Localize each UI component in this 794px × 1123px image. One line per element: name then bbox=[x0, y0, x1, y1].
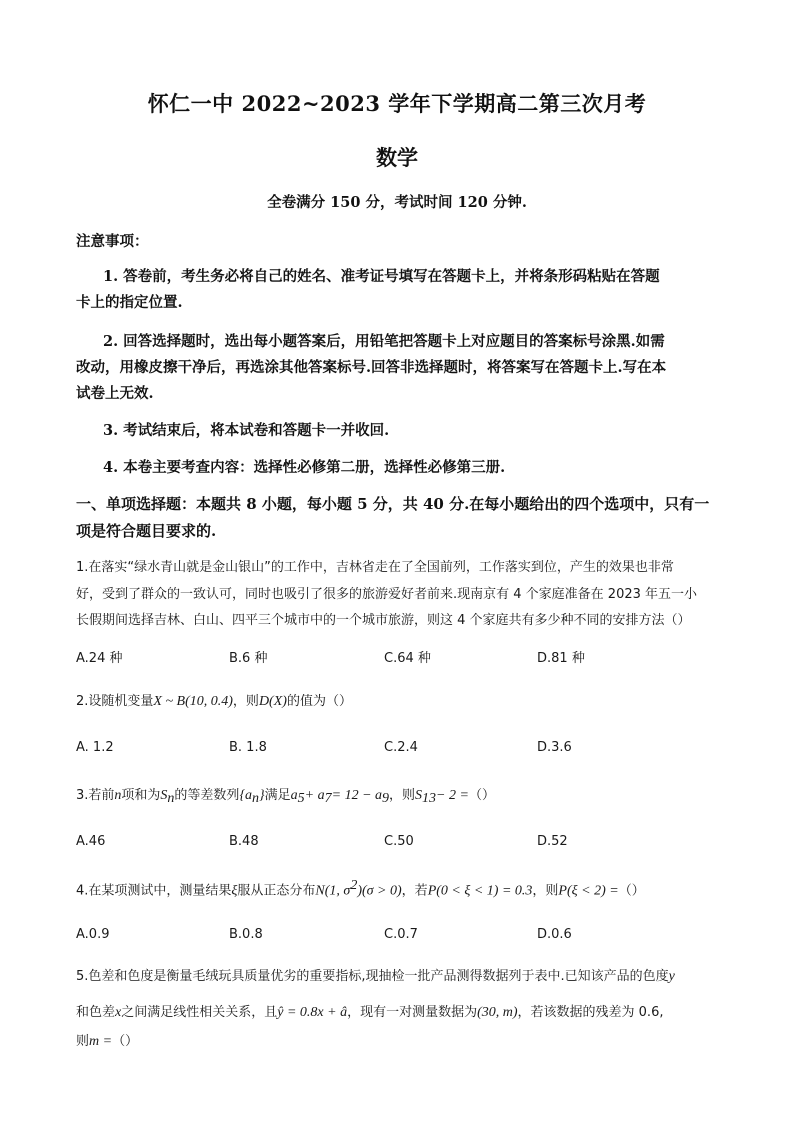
q4-p2: P(ξ < 2) = bbox=[558, 883, 619, 899]
q4-dist: N(1, σ bbox=[315, 883, 351, 899]
q5-y: y bbox=[668, 969, 675, 984]
q4-mid1: 服从正态分布 bbox=[237, 883, 316, 899]
q2-prefix: 2.设随机变量 bbox=[76, 694, 154, 709]
q3-seq-end: } bbox=[259, 788, 265, 803]
notice-item-3: 3. 考试结束后，将本试卷和答题卡一并收回. bbox=[103, 422, 390, 439]
q3-cond-a7: + a bbox=[304, 788, 325, 803]
q3-query-end: − 2 = bbox=[436, 788, 469, 803]
q3-cond-a5: a bbox=[290, 788, 298, 803]
notice-item-1-line-1: 1. 答卷前，考生务必将自己的姓名、准考证号填写在答题卡上，并将条形码粘贴在答题 bbox=[103, 268, 660, 285]
q1-line-1: 1.在落实“绿水青山就是金山银山”的工作中，吉林省走在了全国前列，工作落实到位，产生的效果也非常 bbox=[76, 560, 674, 575]
notice-item-2-line-2: 改动，用橡皮擦干净后，再选涂其他答案标号.回答非选择题时，将答案写在答题卡上.写在本 bbox=[76, 359, 667, 376]
q3-option-a: A.46 bbox=[76, 834, 106, 849]
q1-option-d: D.81 种 bbox=[537, 651, 585, 666]
q5-line-3 bbox=[76, 1030, 138, 1050]
q3-seq: {a bbox=[239, 788, 253, 803]
subject-title: 数学 bbox=[376, 145, 418, 170]
q5-line-1 bbox=[76, 965, 675, 985]
q5-line-2a: 和色差 bbox=[76, 1005, 116, 1020]
q5-regression-eq: ŷ = 0.8x + â bbox=[277, 1005, 348, 1020]
q3-cond-a9: = 12 − a bbox=[331, 788, 383, 803]
exam-title: 怀仁一中 2022~2023 学年下学期高二第三次月考 bbox=[147, 91, 647, 116]
q5-line-2b: 之间满足线性相关关系，且 bbox=[121, 1005, 278, 1020]
q3-mid4: ，则 bbox=[389, 788, 416, 803]
q3-stem bbox=[76, 784, 495, 807]
q3-option-d: D.52 bbox=[537, 834, 568, 849]
q2-option-c: C.2.4 bbox=[384, 740, 418, 755]
q5-x: x bbox=[115, 1005, 122, 1020]
q5-m: m = bbox=[89, 1034, 113, 1049]
q2-option-d: D.3.6 bbox=[537, 740, 572, 755]
q4-option-c: C.0.7 bbox=[384, 927, 418, 942]
q2-option-a: A. 1.2 bbox=[76, 740, 114, 755]
q5-line-3b: （） bbox=[112, 1034, 139, 1049]
q3-mid3: 满足 bbox=[264, 788, 291, 803]
q4-stem bbox=[76, 878, 645, 899]
notice-item-2-line-1: 2. 回答选择题时，选出每小题答案后，用铅笔把答题卡上对应题目的答案标号涂黑.如需 bbox=[103, 333, 665, 350]
q4-mid2: ，若 bbox=[401, 883, 428, 899]
notice-item-4: 4. 本卷主要考查内容：选择性必修第二册，选择性必修第三册. bbox=[103, 459, 506, 476]
q4-mid3: ，则 bbox=[532, 883, 559, 899]
q5-line-2d: ，若该数据的残差为 0.6, bbox=[517, 1005, 664, 1020]
section-1-heading-line-2: 项是符合题目要求的. bbox=[76, 522, 217, 540]
q2-suffix: 的值为（） bbox=[286, 694, 352, 709]
q3-query-sub: 13 bbox=[422, 791, 437, 806]
q3-s: S bbox=[160, 788, 168, 803]
q3-prefix: 3.若前 bbox=[76, 788, 115, 803]
q4-option-d: D.0.6 bbox=[537, 927, 572, 942]
q3-seq-sub: n bbox=[252, 791, 260, 806]
q3-mid2: 的等差数列 bbox=[174, 788, 240, 803]
q1-line-3: 长假期间选择吉林、白山、四平三个城市中的一个城市旅游，则这 4 个家庭共有多少种不同的安排方法（） bbox=[76, 613, 691, 628]
q4-xi: ξ bbox=[231, 883, 238, 899]
exam-info: 全卷满分 150 分，考试时间 120 分钟. bbox=[267, 194, 527, 211]
q1-line-2: 好，受到了群众的一致认可，同时也吸引了很多的旅游爱好者前来.现南京有 4 个家庭准备在 2023 年五一小 bbox=[76, 587, 698, 602]
q3-mid1: 项和为 bbox=[121, 788, 161, 803]
q1-option-b: B.6 种 bbox=[229, 651, 268, 666]
q1-option-a: A.24 种 bbox=[76, 651, 123, 666]
q5-line-2 bbox=[76, 1001, 663, 1021]
q2-stem bbox=[76, 690, 352, 710]
q5-line-3a: 则 bbox=[76, 1034, 90, 1049]
notice-item-2-line-3: 试卷上无效. bbox=[76, 385, 154, 402]
q1-option-c: C.64 种 bbox=[384, 651, 431, 666]
q4-dist-sq: 2 bbox=[350, 878, 358, 893]
q4-option-b: B.0.8 bbox=[229, 927, 263, 942]
q2-option-b: B. 1.8 bbox=[229, 740, 267, 755]
q5-line-2c: ，现有一对测量数据为 bbox=[347, 1005, 478, 1020]
notice-heading: 注意事项： bbox=[76, 233, 149, 250]
q4-option-a: A.0.9 bbox=[76, 927, 110, 942]
q4-suffix: （） bbox=[618, 883, 645, 899]
q3-cond-sub5: 5 bbox=[297, 791, 305, 806]
q3-suffix: （） bbox=[468, 788, 495, 803]
notice-item-1-line-2: 卡上的指定位置. bbox=[76, 294, 183, 311]
q4-p1: P(0 < ξ < 1) = 0.3 bbox=[427, 883, 533, 899]
q3-option-b: B.48 bbox=[229, 834, 259, 849]
q4-dist-end: )(σ > 0) bbox=[357, 883, 402, 899]
q5-line-1-text: 5.色差和色度是衡量毛绒玩具质量优劣的重要指标,现抽检一批产品测得数据列于表中.已知该产品的色度 bbox=[76, 969, 669, 984]
q2-expr2: D(X) bbox=[258, 694, 287, 709]
q3-s-sub: n bbox=[167, 791, 175, 806]
q3-n: n bbox=[114, 788, 122, 803]
q4-prefix: 4.在某项测试中，测量结果 bbox=[76, 883, 232, 899]
q2-middle: ，则 bbox=[232, 694, 259, 709]
q3-cond-sub9: 9 bbox=[382, 791, 390, 806]
section-1-heading-line-1: 一、单项选择题：本题共 8 小题，每小题 5 分，共 40 分.在每小题给出的四个选项中，只有一 bbox=[76, 495, 710, 513]
q5-point: (30, m) bbox=[477, 1005, 518, 1020]
q3-option-c: C.50 bbox=[384, 834, 414, 849]
q3-cond-sub7: 7 bbox=[324, 791, 332, 806]
q3-query-s: S bbox=[415, 788, 423, 803]
q2-expr: X ~ B(10, 0.4) bbox=[153, 694, 233, 709]
